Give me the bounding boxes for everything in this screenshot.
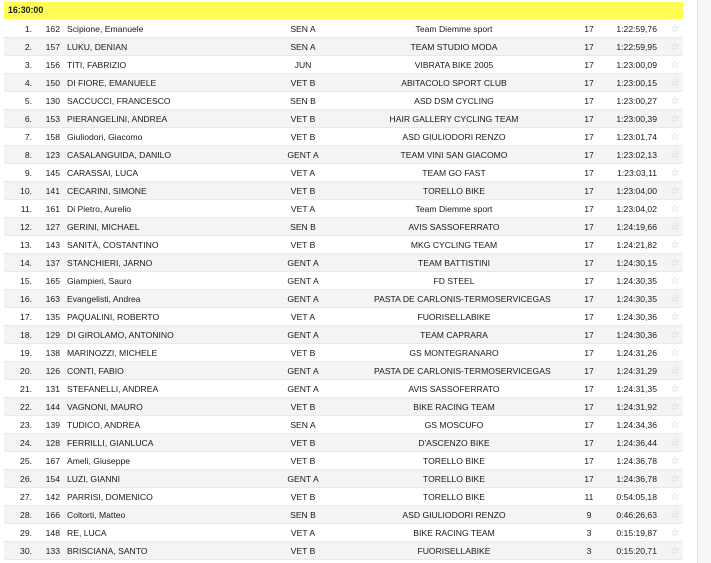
category-cell: VET B — [290, 132, 316, 142]
team-cell: MKG CYCLING TEAM — [410, 240, 498, 250]
bib-number-cell: 133 — [45, 546, 60, 556]
position-cell: 1. — [24, 24, 32, 34]
rider-name-cell: RE, LUCA — [67, 528, 107, 538]
table-row — [4, 326, 683, 344]
favorite-star-icon[interactable]: ☆ — [670, 77, 680, 89]
bib-number-cell: 162 — [45, 24, 60, 34]
table-row — [4, 344, 683, 362]
time-cell: 1:24:19,66 — [616, 222, 657, 232]
category-cell: VET B — [290, 186, 316, 196]
category-cell: SEN A — [290, 24, 316, 34]
table-row — [4, 92, 683, 110]
rider-name-cell: MARINOZZI, MICHELE — [67, 348, 158, 358]
rider-name-cell: Evangelisti, Andrea — [67, 294, 141, 304]
category-cell: GENT A — [287, 276, 319, 286]
position-cell: 13. — [20, 240, 32, 250]
table-row — [4, 362, 683, 380]
favorite-star-icon[interactable]: ☆ — [670, 545, 680, 557]
time-cell: 1:23:03,11 — [617, 168, 657, 178]
favorite-star-icon[interactable]: ☆ — [670, 455, 680, 467]
table-row — [4, 110, 683, 128]
position-cell: 29. — [20, 528, 32, 538]
laps-cell: 17 — [584, 438, 594, 448]
category-cell: SEN B — [290, 96, 316, 106]
laps-cell: 3 — [586, 546, 592, 556]
rider-name-cell: CASALANGUIDA, DANILO — [67, 150, 172, 160]
team-cell: TORELLO BIKE — [423, 456, 485, 466]
bib-number-cell: 141 — [45, 186, 60, 196]
favorite-star-icon[interactable]: ☆ — [670, 239, 680, 251]
favorite-star-icon[interactable]: ☆ — [670, 419, 680, 431]
table-row — [4, 128, 683, 146]
category-cell: VET B — [290, 546, 316, 556]
favorite-star-icon[interactable]: ☆ — [670, 167, 680, 179]
category-cell: GENT A — [287, 474, 319, 484]
position-cell: 25. — [20, 456, 32, 466]
favorite-star-icon[interactable]: ☆ — [670, 113, 680, 125]
category-cell: VET A — [290, 204, 316, 214]
favorite-star-icon[interactable]: ☆ — [670, 293, 680, 305]
bib-number-cell: 128 — [45, 438, 60, 448]
team-cell: Team Diemme sport — [415, 204, 493, 214]
category-cell: VET B — [290, 456, 316, 466]
bib-number-cell: 157 — [45, 42, 60, 52]
time-cell: 1:24:34,36 — [616, 420, 657, 430]
rider-name-cell: CONTI, FABIO — [67, 366, 124, 376]
position-cell: 17. — [20, 312, 32, 322]
laps-cell: 17 — [584, 132, 594, 142]
favorite-star-icon[interactable]: ☆ — [670, 149, 680, 161]
laps-cell: 17 — [584, 294, 594, 304]
table-row — [4, 200, 683, 218]
laps-cell: 3 — [586, 528, 592, 538]
table-row — [4, 488, 683, 506]
laps-cell: 17 — [584, 276, 594, 286]
team-cell: TORELLO BIKE — [423, 492, 485, 502]
bib-number-cell: 163 — [45, 294, 60, 304]
bib-number-cell: 158 — [45, 132, 60, 142]
team-cell: TEAM STUDIO MODA — [410, 42, 498, 52]
table-row — [4, 452, 683, 470]
bib-number-cell: 127 — [45, 222, 60, 232]
time-cell: 1:24:36,44 — [616, 438, 657, 448]
time-cell: 1:23:00,09 — [616, 60, 657, 70]
position-cell: 30. — [20, 546, 32, 556]
category-cell: SEN B — [290, 510, 316, 520]
category-cell: GENT A — [287, 330, 319, 340]
bib-number-cell: 166 — [45, 510, 60, 520]
rider-name-cell: Di Pietro, Aurelio — [67, 204, 132, 214]
laps-cell: 17 — [584, 24, 594, 34]
rider-name-cell: GERINI, MICHAEL — [67, 222, 140, 232]
laps-cell: 17 — [584, 222, 594, 232]
team-cell: TORELLO BIKE — [423, 474, 485, 484]
bib-number-cell: 153 — [45, 114, 60, 124]
laps-cell: 17 — [584, 150, 594, 160]
table-row — [4, 20, 683, 38]
bib-number-cell: 167 — [45, 456, 60, 466]
team-cell: TEAM CAPRARA — [420, 330, 488, 340]
time-cell: 1:22:59,76 — [616, 24, 657, 34]
favorite-star-icon[interactable]: ☆ — [670, 23, 680, 35]
bib-number-cell: 139 — [45, 420, 60, 430]
laps-cell: 17 — [584, 258, 594, 268]
team-cell: HAIR GALLERY CYCLING TEAM — [389, 114, 519, 124]
team-cell: FD STEEL — [433, 276, 475, 286]
category-cell: VET B — [290, 240, 316, 250]
rider-name-cell: STANCHIERI, JARNO — [67, 258, 153, 268]
table-row — [4, 272, 683, 290]
table-row — [4, 38, 683, 56]
team-cell: FUORISELLABIKE — [417, 546, 491, 556]
bib-number-cell: 138 — [45, 348, 60, 358]
favorite-star-icon[interactable]: ☆ — [670, 257, 680, 269]
rider-name-cell: CECARINI, SIMONE — [67, 186, 147, 196]
position-cell: 20. — [20, 366, 32, 376]
favorite-star-icon[interactable]: ☆ — [670, 401, 680, 413]
rider-name-cell: STEFANELLI, ANDREA — [67, 384, 159, 394]
position-cell: 6. — [24, 114, 32, 124]
favorite-star-icon[interactable]: ☆ — [670, 347, 680, 359]
rider-name-cell: Coltorti, Matteo — [67, 510, 126, 520]
position-cell: 23. — [20, 420, 32, 430]
table-row — [4, 524, 683, 542]
category-cell: SEN A — [290, 42, 316, 52]
category-cell: VET B — [290, 438, 316, 448]
rider-name-cell: LUZI, GIANNI — [67, 474, 121, 484]
time-cell: 1:24:30,15 — [616, 258, 657, 268]
position-cell: 7. — [24, 132, 32, 142]
laps-cell: 17 — [584, 312, 594, 322]
time-cell: 1:23:00,39 — [616, 114, 657, 124]
laps-cell: 17 — [584, 78, 594, 88]
team-cell: ASD DSM CYCLING — [414, 96, 494, 106]
time-cell: 1:23:04,02 — [616, 204, 657, 214]
time-cell: 1:24:30,35 — [616, 294, 657, 304]
position-cell: 2. — [24, 42, 32, 52]
favorite-star-icon[interactable]: ☆ — [670, 365, 680, 377]
laps-cell: 17 — [584, 186, 594, 196]
team-cell: BIKE RACING TEAM — [413, 402, 495, 412]
table-row — [4, 236, 683, 254]
category-cell: VET B — [290, 348, 316, 358]
time-cell: 1:24:31,29 — [616, 366, 657, 376]
bib-number-cell: 148 — [45, 528, 60, 538]
category-cell: GENT A — [287, 150, 319, 160]
team-cell: GS MONTEGRANARO — [409, 348, 499, 358]
position-cell: 4. — [24, 78, 32, 88]
favorite-star-icon[interactable]: ☆ — [670, 437, 680, 449]
bib-number-cell: 131 — [45, 384, 60, 394]
rider-name-cell: Scipione, Emanuele — [67, 24, 144, 34]
favorite-star-icon[interactable]: ☆ — [670, 203, 680, 215]
team-cell: Team Diemme sport — [415, 24, 493, 34]
time-cell: 1:23:01,74 — [616, 132, 657, 142]
category-cell: VET B — [290, 114, 316, 124]
team-cell: VIBRATA BIKE 2005 — [414, 60, 494, 70]
time-cell: 0:15:20,71 — [616, 546, 657, 556]
team-cell: PASTA DE CARLONIS-TERMOSERVICEGAS — [374, 294, 551, 304]
position-cell: 15. — [20, 276, 32, 286]
rider-name-cell: PAQUALINI, ROBERTO — [67, 312, 160, 322]
team-cell: ASD GIULIODORI RENZO — [402, 510, 506, 520]
team-cell: D'ASCENZO BIKE — [418, 438, 490, 448]
rider-name-cell: SANITÀ, COSTANTINO — [67, 240, 159, 250]
laps-cell: 17 — [584, 456, 594, 466]
position-cell: 10. — [20, 186, 32, 196]
table-row — [4, 74, 683, 92]
laps-cell: 17 — [584, 204, 594, 214]
laps-cell: 17 — [584, 402, 594, 412]
laps-cell: 17 — [584, 96, 594, 106]
time-cell: 0:54:05,18 — [616, 492, 657, 502]
bib-number-cell: 154 — [45, 474, 60, 484]
bib-number-cell: 135 — [45, 312, 60, 322]
bib-number-cell: 156 — [45, 60, 60, 70]
table-row — [4, 470, 683, 488]
position-cell: 19. — [20, 348, 32, 358]
rider-name-cell: PARRISI, DOMENICO — [67, 492, 153, 502]
time-cell: 1:24:31,35 — [616, 384, 657, 394]
rider-name-cell: Giuliodori, Giacomo — [67, 132, 143, 142]
position-cell: 26. — [20, 474, 32, 484]
laps-cell: 17 — [584, 168, 594, 178]
position-cell: 8. — [24, 150, 32, 160]
favorite-star-icon[interactable]: ☆ — [670, 95, 680, 107]
rider-name-cell: CARASSAI, LUCA — [67, 168, 139, 178]
time-cell: 1:24:36,78 — [616, 474, 657, 484]
favorite-star-icon[interactable]: ☆ — [670, 221, 680, 233]
table-row — [4, 146, 683, 164]
time-cell: 1:24:36,78 — [616, 456, 657, 466]
favorite-star-icon[interactable]: ☆ — [670, 131, 680, 143]
team-cell: AVIS SASSOFERRATO — [408, 222, 500, 232]
laps-cell: 17 — [584, 384, 594, 394]
team-cell: ASD GIULIODORI RENZO — [402, 132, 506, 142]
category-cell: VET B — [290, 78, 316, 88]
bib-number-cell: 142 — [45, 492, 60, 502]
rider-name-cell: BRISCIANA, SANTO — [67, 546, 148, 556]
table-row — [4, 506, 683, 524]
bib-number-cell: 150 — [45, 78, 60, 88]
rider-name-cell: VAGNONI, MAURO — [67, 402, 143, 412]
team-cell: TEAM VINI SAN GIACOMO — [400, 150, 508, 160]
category-cell: SEN B — [290, 222, 316, 232]
position-cell: 24. — [20, 438, 32, 448]
time-header-bar — [4, 2, 683, 19]
bib-number-cell: 126 — [45, 366, 60, 376]
favorite-star-icon[interactable]: ☆ — [670, 491, 680, 503]
rider-name-cell: TITI, FABRIZIO — [67, 60, 127, 70]
position-cell: 12. — [20, 222, 32, 232]
bib-number-cell: 143 — [45, 240, 60, 250]
table-row — [4, 56, 683, 74]
laps-cell: 17 — [584, 474, 594, 484]
table-row — [4, 164, 683, 182]
team-cell: TEAM GO FAST — [422, 168, 486, 178]
position-cell: 11. — [20, 204, 32, 214]
category-cell: GENT A — [287, 258, 319, 268]
team-cell: ABITACOLO SPORT CLUB — [401, 78, 507, 88]
time-cell: 1:22:59,95 — [616, 42, 657, 52]
category-cell: VET B — [290, 492, 316, 502]
scrollbar[interactable] — [697, 0, 711, 563]
bib-number-cell: 145 — [45, 168, 60, 178]
bib-number-cell: 130 — [45, 96, 60, 106]
time-cell: 1:24:21,82 — [616, 240, 657, 250]
table-row — [4, 542, 683, 560]
laps-cell: 9 — [586, 510, 592, 520]
rider-name-cell: TUDICO, ANDREA — [67, 420, 141, 430]
rider-name-cell: Ameli, Giuseppe — [67, 456, 131, 466]
team-cell: FUORISELLABIKE — [417, 312, 491, 322]
time-cell: 0:15:19,87 — [616, 528, 657, 538]
time-cell: 1:24:31,92 — [616, 402, 657, 412]
laps-cell: 17 — [584, 240, 594, 250]
table-row — [4, 290, 683, 308]
team-cell: TORELLO BIKE — [423, 186, 485, 196]
position-cell: 5. — [24, 96, 32, 106]
team-cell: PASTA DE CARLONIS-TERMOSERVICEGAS — [374, 366, 551, 376]
time-cell: 0:46:26,63 — [616, 510, 657, 520]
laps-cell: 17 — [584, 420, 594, 430]
laps-cell: 17 — [584, 348, 594, 358]
bib-number-cell: 165 — [45, 276, 60, 286]
time-cell: 1:23:02,13 — [616, 150, 657, 160]
rider-name-cell: SACCUCCI, FRANCESCO — [67, 96, 171, 106]
team-cell: TEAM BATTISTINI — [418, 258, 490, 268]
table-row — [4, 308, 683, 326]
time-cell: 1:23:04,00 — [616, 186, 657, 196]
category-cell: SEN A — [290, 420, 316, 430]
category-cell: GENT A — [287, 366, 319, 376]
time-cell: 1:24:30,36 — [616, 312, 657, 322]
rider-name-cell: LUKU, DENIAN — [67, 42, 128, 52]
laps-cell: 17 — [584, 366, 594, 376]
rider-name-cell: DI GIROLAMO, ANTONINO — [67, 330, 174, 340]
favorite-star-icon[interactable]: ☆ — [670, 185, 680, 197]
favorite-star-icon[interactable]: ☆ — [670, 473, 680, 485]
laps-cell: 11 — [584, 492, 594, 502]
time-cell: 1:24:30,36 — [616, 330, 657, 340]
favorite-star-icon[interactable]: ☆ — [670, 311, 680, 323]
position-cell: 14. — [20, 258, 32, 268]
laps-cell: 17 — [584, 60, 594, 70]
favorite-star-icon[interactable]: ☆ — [670, 383, 680, 395]
category-cell: JUN — [294, 60, 312, 70]
bib-number-cell: 137 — [45, 258, 60, 268]
bib-number-cell: 144 — [45, 402, 60, 412]
results-table — [4, 20, 683, 560]
laps-cell: 17 — [584, 42, 594, 52]
rider-name-cell: Giampieri, Sauro — [67, 276, 132, 286]
favorite-star-icon[interactable]: ☆ — [670, 275, 680, 287]
time-cell: 1:24:31,26 — [616, 348, 657, 358]
category-cell: VET A — [290, 312, 316, 322]
rider-name-cell: PIERANGELINI, ANDREA — [67, 114, 168, 124]
position-cell: 16. — [20, 294, 32, 304]
team-cell: AVIS SASSOFERRATO — [408, 384, 500, 394]
favorite-star-icon[interactable]: ☆ — [670, 41, 680, 53]
bib-number-cell: 123 — [45, 150, 60, 160]
category-cell: VET A — [290, 168, 316, 178]
position-cell: 21. — [20, 384, 32, 394]
rider-name-cell: FERRILLI, GIANLUCA — [67, 438, 154, 448]
category-cell: GENT A — [287, 294, 319, 304]
table-row — [4, 380, 683, 398]
table-row — [4, 416, 683, 434]
team-cell: BIKE RACING TEAM — [413, 528, 495, 538]
category-cell: GENT A — [287, 384, 319, 394]
bib-number-cell: 161 — [45, 204, 60, 214]
category-cell: VET A — [290, 528, 316, 538]
time-cell: 1:24:30,35 — [616, 276, 657, 286]
position-cell: 22. — [20, 402, 32, 412]
table-row — [4, 434, 683, 452]
table-row — [4, 398, 683, 416]
time-cell: 1:23:00,27 — [616, 96, 657, 106]
laps-cell: 17 — [584, 330, 594, 340]
position-cell: 9. — [24, 168, 32, 178]
favorite-star-icon[interactable]: ☆ — [670, 59, 680, 71]
category-cell: VET B — [290, 402, 316, 412]
favorite-star-icon[interactable]: ☆ — [670, 527, 680, 539]
position-cell: 28. — [20, 510, 32, 520]
table-row — [4, 182, 683, 200]
rider-name-cell: DI FIORE, EMANUELE — [67, 78, 157, 88]
laps-cell: 17 — [584, 114, 594, 124]
time-label: 16:30:00 — [8, 5, 44, 15]
table-row — [4, 218, 683, 236]
favorite-star-icon[interactable]: ☆ — [670, 329, 680, 341]
team-cell: GS MOSCUFO — [424, 420, 484, 430]
time-cell: 1:23:00,15 — [616, 78, 657, 88]
table-row — [4, 254, 683, 272]
position-cell: 3. — [24, 60, 32, 70]
position-cell: 27. — [20, 492, 32, 502]
position-cell: 18. — [20, 330, 32, 340]
bib-number-cell: 129 — [45, 330, 60, 340]
favorite-star-icon[interactable]: ☆ — [670, 509, 680, 521]
